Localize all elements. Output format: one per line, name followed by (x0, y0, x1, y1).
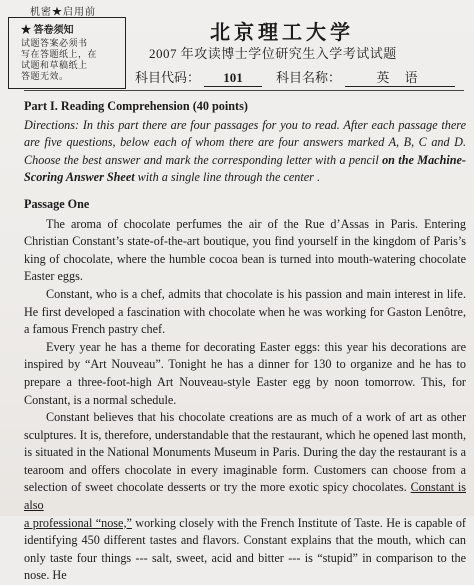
notice-line: 试题和草稿纸上 (21, 60, 88, 70)
underlined-phrase: Constant is also (24, 480, 466, 513)
subject-code: 101 (204, 70, 262, 87)
answer-notice-box (8, 17, 126, 89)
directions-text-end: with a single line through the center . (134, 170, 321, 185)
exam-body (24, 98, 466, 585)
header-divider (24, 90, 464, 91)
paragraph-4 (24, 409, 466, 585)
answer-sheet-emphasis: on the Machine-Scoring Answer Sheet (24, 152, 466, 185)
notice-title: ★ 答卷须知 (21, 25, 74, 36)
school-name: 北京理工大学 (210, 20, 354, 44)
directions (24, 117, 466, 187)
notice-line: 写在答题纸上，在 (21, 49, 98, 59)
subject-code-label: 科目代码： (135, 70, 201, 85)
paragraph-4-cont: working closely with the French Institute of Taste. He is capable of identifying 450 different tastes and flavors. Constant explains that the mouth, which can only taste four things --- salt, sweet, acid and bitter --- is “stupid” in comparison to the nose. He (24, 515, 466, 583)
notice-line: 答题无效。 (21, 71, 69, 81)
passage-heading: Passage One (24, 196, 90, 211)
subject-row (135, 67, 465, 87)
subject-name: 英 语 (345, 67, 455, 87)
underlined-phrase-cont: a professional “nose,” (24, 515, 132, 530)
exam-title: 2007 年攻读博士学位研究生入学考试试题 (149, 46, 397, 61)
part-heading: Part I. Reading Comprehension (40 points) (24, 99, 248, 113)
paragraph-1: The aroma of chocolate perfumes the air of the Rue d’Assas in Paris. Entering Christian Constant’s state-of-the-art boutique, you find yourself in the kingdom of Paris’s king of chocolate, where the humble cocoa bean is turned into mouth-watering chocolate Easter eggs. (24, 216, 466, 284)
confidential-label: 机密★启用前 (30, 7, 96, 18)
directions-text: Directions: In this part there are four passages for you to read. After each passage there are five questions, below each of whom there are four answers marked A, B, C and D. Choose the best answer and mark the corresponding letter with a pencil (24, 117, 466, 167)
paragraph-2: Constant, who is a chef, admits that chocolate is his passion and main interest in life. He first developed a fascination with chocolate when he was working for Gaston Lenôtre, a famous French pastry chef. (24, 286, 466, 337)
paragraph-4-text: Constant believes that his chocolate creations are as much of a work of art as other sculptures. It is, therefore, understandable that the restaurant, which he opened last month, is situated in the National Monuments Museum in Paris. During the day the restaurant is a tearoom and offers chocolate in every imaginable form. Customers can choose from a selection of sweet chocolate desserts or try the more exotic spicy chocolates. (24, 410, 466, 495)
paragraph-3: Every year he has a theme for decorating Easter eggs: this year his decorations are inspired by “Art Nouveau”. Tonight he has a dinner for 130 to organize and he has to prepare a three-foot-high Art Nouveau-style Easter egg by noon tomorrow. This, for Constant, is a normal schedule. (24, 339, 466, 407)
notice-line: 试题答案必须书 (21, 38, 88, 48)
subject-name-label: 科目名称： (276, 70, 342, 85)
